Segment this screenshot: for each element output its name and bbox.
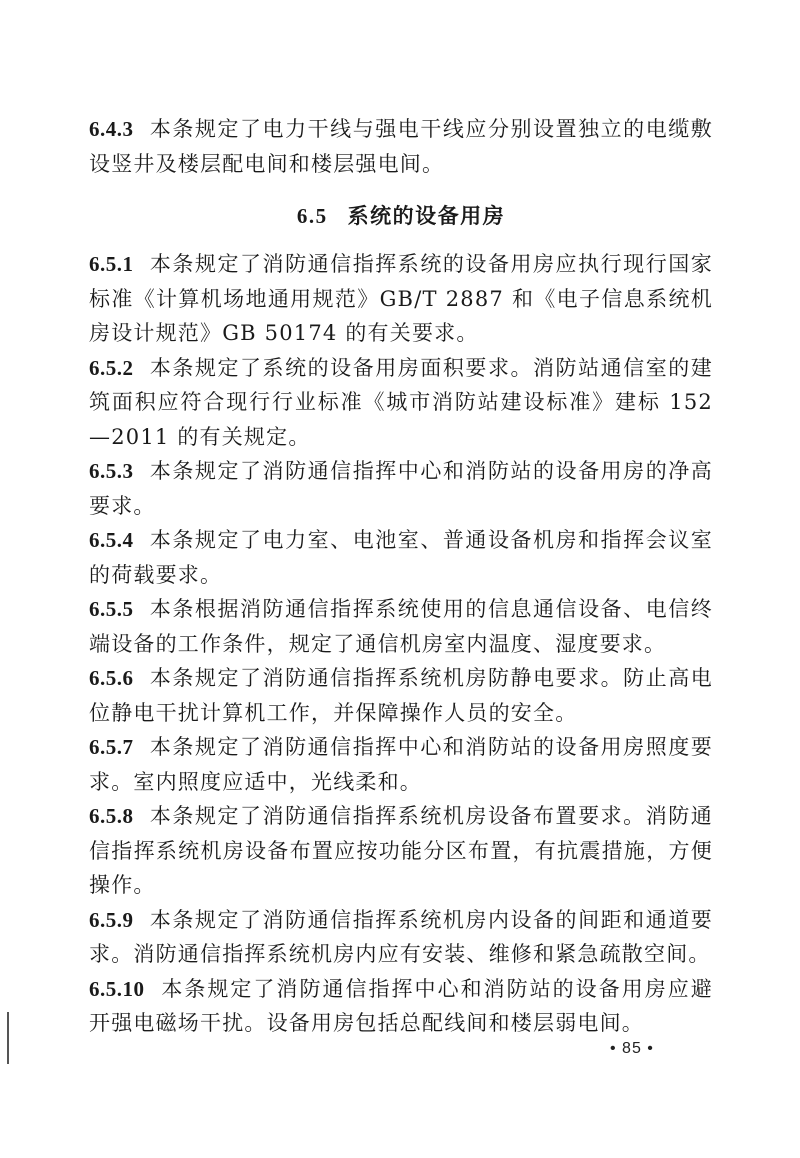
clause-6-5-2 [89,351,713,455]
clause-6-5-6 [89,661,713,730]
clause-number: 6.5.5 [89,597,134,621]
clause-number: 6.5.1 [89,252,134,276]
clause-number: 6.5.2 [89,355,134,380]
clause-text: 本条规定了消防通信指挥系统机房设备布置要求。消防通信指挥系统机房设备布置应按功能分区布置，有抗震措施，方便操作。 [89,804,713,897]
clause-text: 本条规定了电力室、电池室、普通设备机房和指挥会议室的荷载要求。 [89,528,713,587]
clause-6-5-1 [89,247,713,351]
clause-6-5-5 [89,592,713,661]
clause-text: 本条规定了系统的设备用房面积要求。消防站通信室的建筑面积应符合现行行业标准《城市消防站建设标准》建标 152—2011 的有关规定。 [89,355,713,449]
clause-6-5-4 [89,523,713,592]
clause-6-5-7 [89,730,713,799]
clause-6-5-10 [89,972,713,1041]
clause-number: 6.5.10 [89,976,145,1001]
clause-6-4-3 [89,112,713,181]
clause-text: 本条规定了电力干线与强电干线应分别设置独立的电缆敷设竖井及楼层配电间和楼层强电间。 [89,117,713,176]
page-number: • 85 • [610,1040,654,1057]
clause-number: 6.4.3 [89,117,134,141]
document-page [89,112,713,1041]
clause-text: 本条规定了消防通信指挥系统机房防静电要求。防止高电位静电干扰计算机工作，并保障操作人员的安全。 [89,666,713,725]
clause-6-5-9 [89,903,713,972]
clause-number: 6.5.6 [89,666,134,690]
clause-text: 本条规定了消防通信指挥中心和消防站的设备用房照度要求。室内照度应适中，光线柔和。 [89,735,713,794]
clause-number: 6.5.7 [89,735,134,759]
section-title: 系统的设备用房 [347,203,506,228]
clause-text: 本条根据消防通信指挥系统使用的信息通信设备、电信终端设备的工作条件，规定了通信机房室内温度、湿度要求。 [89,597,713,656]
scan-margin-line [7,1012,9,1064]
section-heading [89,199,713,233]
clause-text: 本条规定了消防通信指挥系统的设备用房应执行现行国家标准《计算机场地通用规范》GB/T 2887 和《电子信息系统机房设计规范》GB 50174 的有关要求。 [89,252,713,345]
clause-number: 6.5.4 [89,528,134,552]
clause-6-5-8 [89,799,713,903]
clause-text: 本条规定了消防通信指挥系统机房内设备的间距和通道要求。消防通信指挥系统机房内应有安装、维修和紧急疏散空间。 [89,907,713,966]
clause-number: 6.5.3 [89,459,134,483]
clause-6-5-3 [89,454,713,523]
clause-text: 本条规定了消防通信指挥中心和消防站的设备用房应避开强电磁场干扰。设备用房包括总配线间和楼层弱电间。 [89,976,713,1035]
clause-text: 本条规定了消防通信指挥中心和消防站的设备用房的净高要求。 [89,459,713,518]
clause-number: 6.5.8 [89,804,134,828]
section-number: 6.5 [296,204,328,228]
clause-number: 6.5.9 [89,907,134,932]
